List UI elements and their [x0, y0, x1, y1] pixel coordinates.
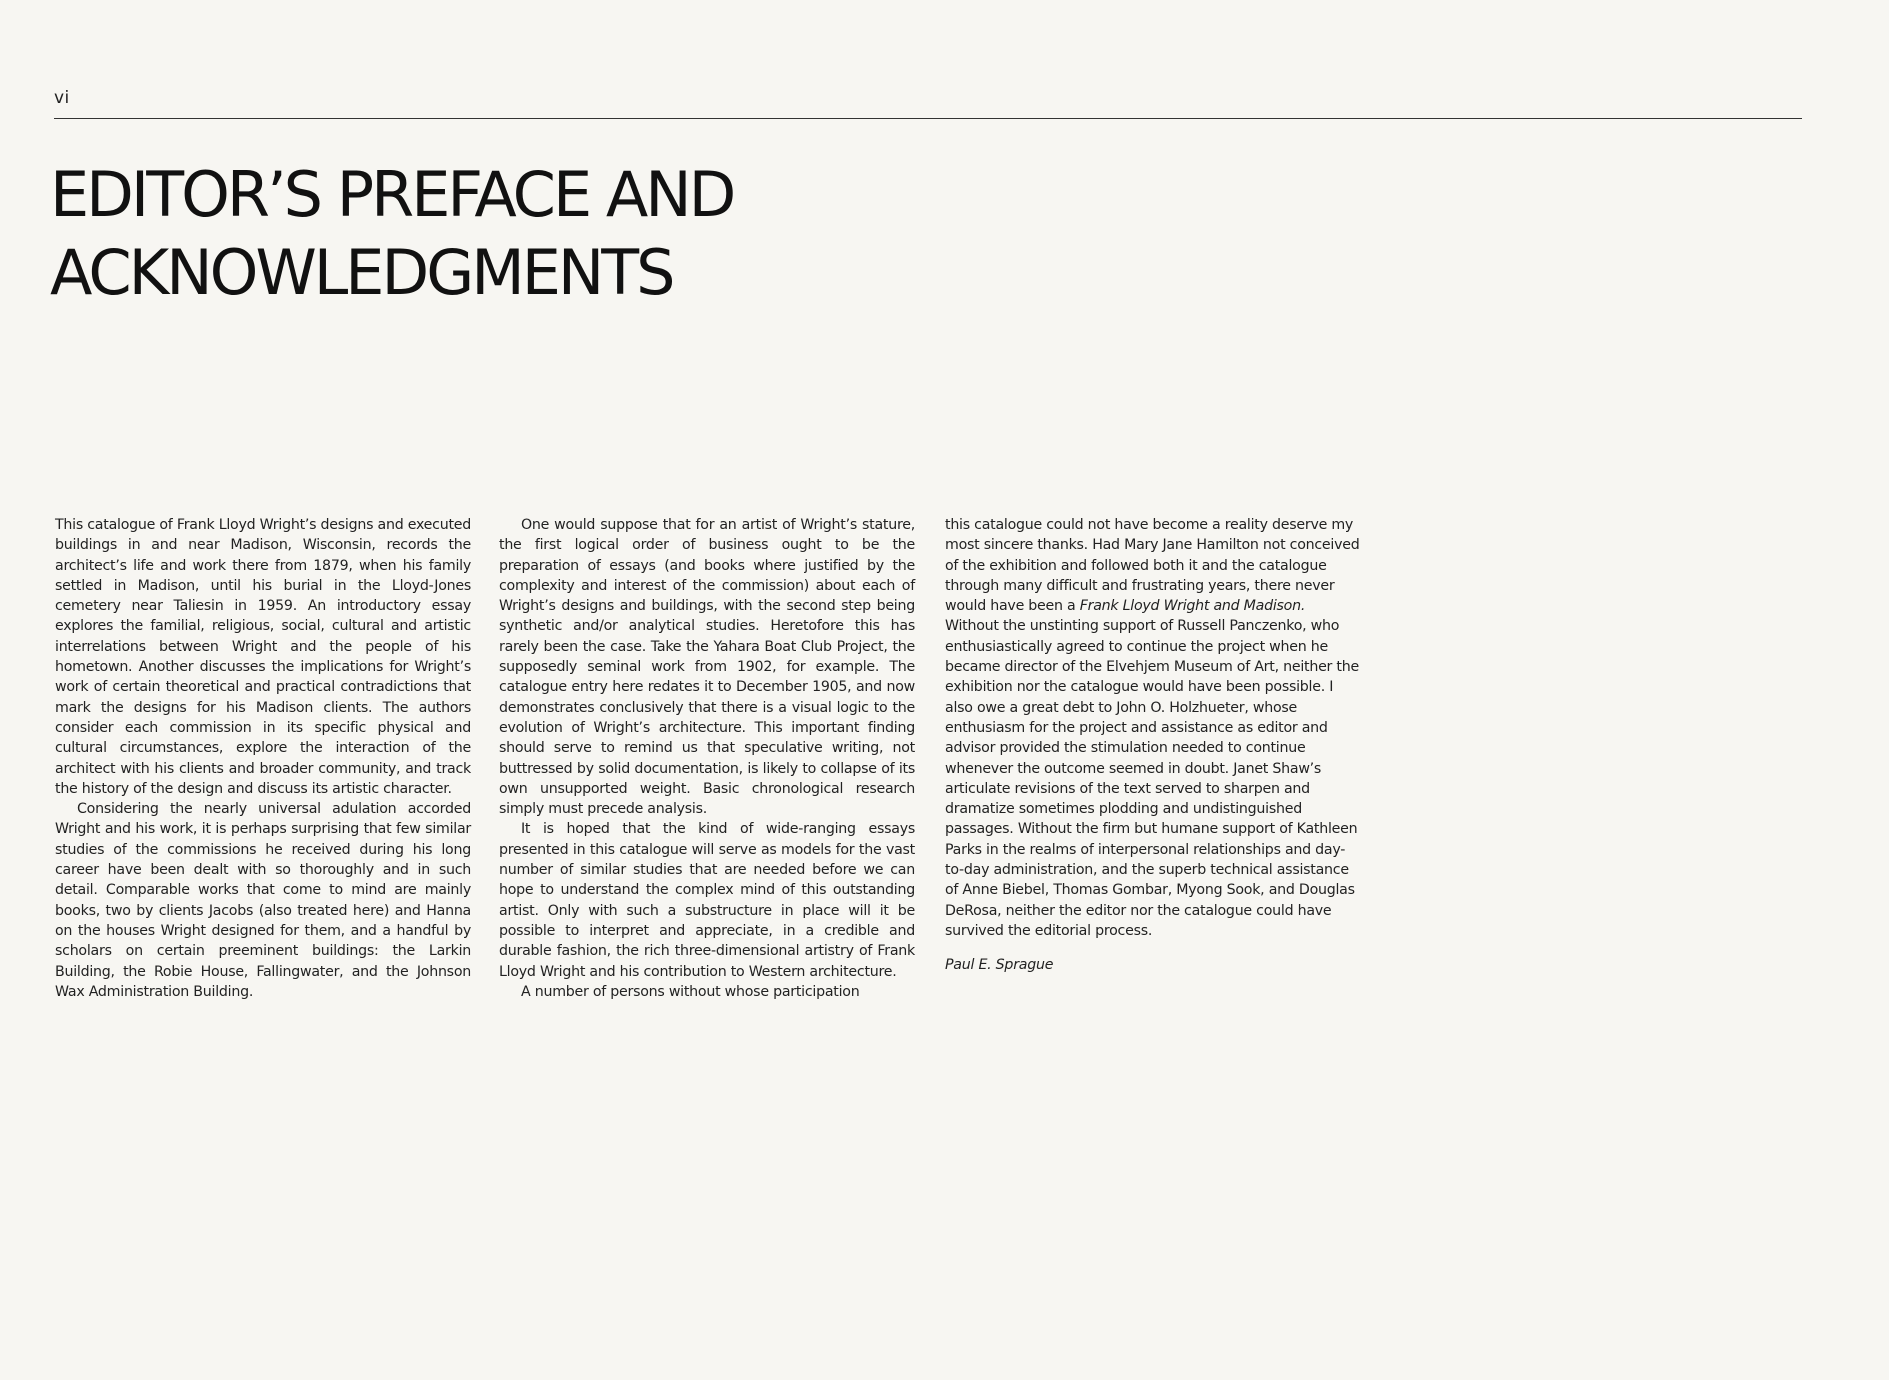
text-column-3	[945, 515, 1361, 976]
page-number: vi	[54, 88, 70, 108]
paragraph: This catalogue of Frank Lloyd Wright’s designs and executed buildings in and near Madison, Wisconsin, records the architect’s life and work there from 1879, when his family settled in Madison, until his burial in the Lloyd-Jones cemetery near Taliesin in 1959. An introductory essay explores the familial, religious, social, cultural and artistic interrelations between Wright and the people of his hometown. Another discusses the implications for Wright’s work of certain theoretical and practical contradictions that mark the designs for his Madison clients. The authors consider each commission in its specific physical and cultural circumstances, explore the interaction of the architect with his clients and broader community, and track the history of the design and discuss its artistic character.	[55, 517, 471, 797]
title-line-1: EDITOR’S PREFACE AND	[50, 158, 734, 231]
book-title: Frank Lloyd Wright and Madison.	[1079, 598, 1306, 615]
title-line-2: ACKNOWLEDGMENTS	[50, 236, 673, 309]
paragraph: A number of persons without whose participation	[521, 983, 860, 1000]
header-rule	[54, 118, 1802, 119]
paragraph: Considering the nearly universal adulation accorded Wright and his work, it is perhaps surprising that few similar studies of the commissions he received during his long career have been dealt with so thoroughly and in such detail. Comparable works that come to mind are mainly books, two by clients Jacobs (also treated here) and Hanna on the houses Wright designed for them, and a handful by scholars on certain preeminent buildings: the Larkin Building, the Robie House, Fallingwater, and the Johnson Wax Administration Building.	[55, 801, 471, 1000]
paragraph-text: this catalogue could not have become a reality deserve my most sincere thanks. Had Mary Jane Hamilton not conceived of the exhibition and followed both it and the catalogue through many difficult and frustrating years, there never would have been a	[945, 517, 1360, 615]
page-title	[50, 156, 733, 312]
paragraph: It is hoped that the kind of wide-ranging essays presented in this catalogue will serve as models for the vast number of similar studies that are needed before we can hope to understand the complex mind of this outstanding artist. Only with such a substructure in place will it be possible to interpret and appreciate, in a credible and durable fashion, the rich three-dimensional artistry of Frank Lloyd Wright and his contribution to Western architecture.	[499, 821, 915, 980]
text-column-1	[55, 515, 471, 1002]
paragraph-text: Without the unstinting support of Russell Panczenko, who enthusiastically agreed to continue the project when he became director of the Elvehjem Museum of Art, neither the exhibition nor the catalogue would have been possible. I also owe a great debt to John O. Holzhueter, whose enthusiasm for the project and assistance as editor and advisor provided the stimulation needed to continue whenever the outcome seemed in doubt. Janet Shaw’s articulate revisions of the text served to sharpen and dramatize sometimes plodding and undistinguished passages. Without the firm but humane support of Kathleen Parks in the realms of interpersonal relationships and day-to-day administration, and the superb technical assistance of Anne Biebel, Thomas Gombar, Myong Sook, and Douglas DeRosa, neither the editor nor the catalogue could have survived the editorial process.	[945, 618, 1359, 939]
paragraph	[945, 515, 1361, 941]
paragraph: One would suppose that for an artist of Wright’s stature, the first logical order of business ought to be the preparation of essays (and books where justified by the complexity and interest of the commission) about each of Wright’s designs and buildings, with the second step being synthetic and/or analytical studies. Heretofore this has rarely been the case. Take the Yahara Boat Club Project, the supposedly seminal work from 1902, for example. The catalogue entry here redates it to December 1905, and now demonstrates conclusively that there is a visual logic to the evolution of Wright’s architecture. This important finding should serve to remind us that speculative writing, not buttressed by solid documentation, is likely to collapse of its own unsupported weight. Basic chronological research simply must precede analysis.	[499, 517, 915, 818]
text-column-2	[499, 515, 915, 1002]
signature: Paul E. Sprague	[945, 957, 1054, 974]
